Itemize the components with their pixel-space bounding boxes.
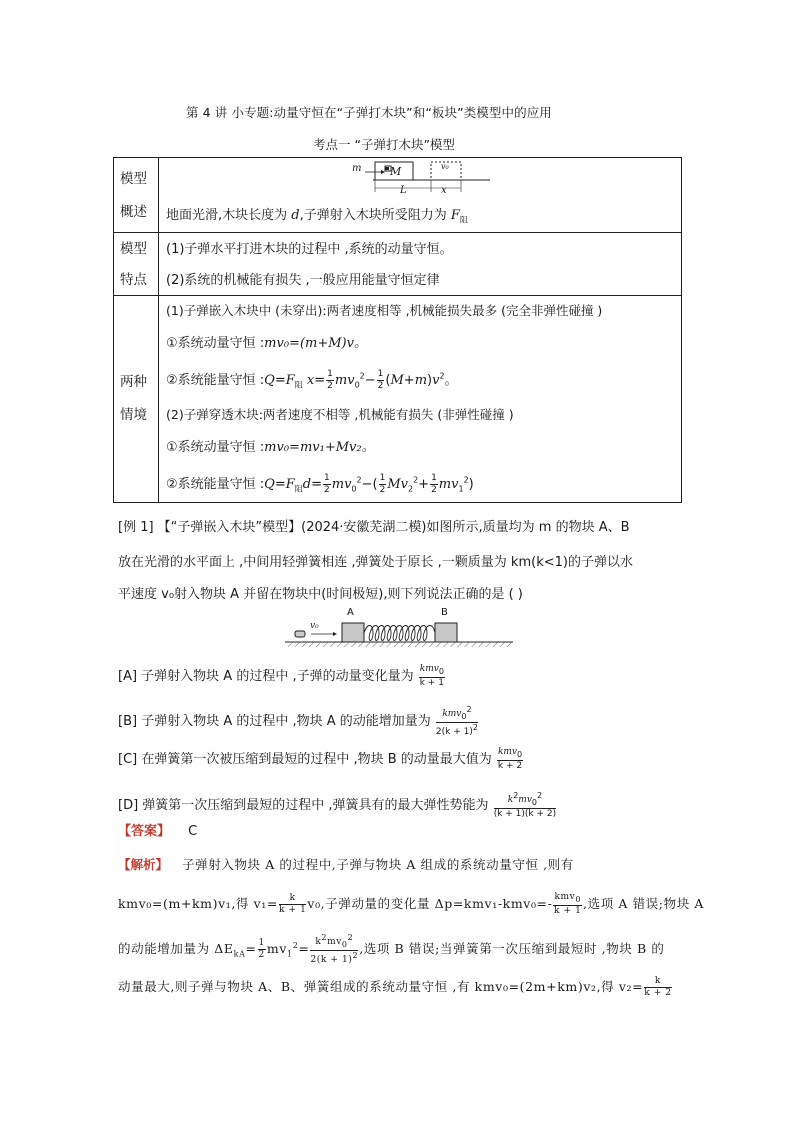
row3-line3: ②系统能量守恒 $:Q=F_阻$ x= $\frac{1}{2}$ $mv_0^2-$ $\frac{1}{2}$ $(M+m)v^2$。 bbox=[166, 369, 458, 391]
analysis-line1 bbox=[118, 859, 574, 872]
row3-line6-pre: ②系统能量守恒 : bbox=[166, 477, 265, 492]
block-b bbox=[435, 623, 457, 642]
option-c-text: [C] 在弹簧第一次被压缩到最短的过程中 ,物块 B 的动量最大值为 bbox=[118, 751, 496, 767]
analysis-text-1: 子弹射入物块 A 的过程中,子弹与物块 A 组成的系统动量守恒 ,则有 bbox=[182, 857, 574, 872]
row3-line3-pre: ②系统能量守恒 : bbox=[166, 373, 265, 388]
analysis-line4: 动量最大,则子弹与物块 A、B、弹簧组成的系统动量守恒 ,有 kmv₀=(2m+km)v₂,得 v₂= $\frac{k}{k + 2}$ bbox=[118, 976, 672, 998]
diagram-label-M: M bbox=[390, 165, 402, 178]
row3-momentum-eq: mv₀=(m+M)v。 bbox=[264, 336, 367, 351]
section-subtitle: 考点一 “子弹打木块”模型 bbox=[313, 137, 455, 152]
option-a: [A] 子弹射入物块 A 的过程中 ,子弹的动量变化量为 $\frac{kmv_0}{k + 1}$ bbox=[118, 664, 444, 688]
analysis-text-3b: ,选项 B 错误;当弹簧第一次压缩到最短时 ,物块 B 的 bbox=[359, 940, 665, 956]
figure-label-v0: v₀ bbox=[310, 621, 319, 631]
diagram-label-v0: v₀ bbox=[441, 162, 449, 171]
answer-line bbox=[118, 825, 197, 838]
row1-var-d: d bbox=[291, 208, 300, 223]
bullet-shape bbox=[295, 631, 305, 637]
spring-coil bbox=[364, 626, 435, 641]
row3-line5 bbox=[166, 441, 375, 454]
row2-line2: (2)系统的机械能有损失 ,一般应用能量守恒定律 bbox=[166, 273, 440, 288]
row2-label-line2: 特点 bbox=[120, 272, 147, 288]
row1-label-line1: 模型 bbox=[120, 171, 147, 187]
analysis-text-2a: kmv₀=(m+km)v₁,得 v₁= bbox=[118, 895, 278, 911]
analysis-text-4a: 动量最大,则子弹与物块 A、B、弹簧组成的系统动量守恒 ,有 kmv₀=(2m+km)v₂,得 v₂= bbox=[118, 979, 644, 994]
example-line2: 放在光滑的水平面上 ,中间用轻弹簧相连 ,弹簧处于原长 ,一颗质量为 km(k<1)的子弹以水 bbox=[118, 555, 633, 570]
row3-line5-pre: ①系统动量守恒 : bbox=[166, 440, 265, 455]
answer-value: C bbox=[188, 824, 198, 839]
row3-label-line2: 情境 bbox=[120, 407, 147, 423]
analysis-line2: kmv₀=(m+km)v₁,得 v₁= $\frac{k}{k + 1}$ v₀,子弹动量的变化量 Δp=kmv₁-kmv₀=- $\frac{kmv_0}{k + 1}$ ,选项 A 错误;物块 A bbox=[118, 892, 704, 916]
row2-label-line1: 模型 bbox=[120, 241, 147, 257]
row1-label-line2: 概述 bbox=[120, 204, 147, 220]
row3-line2 bbox=[166, 337, 367, 350]
row3-label-line1: 两种 bbox=[120, 374, 147, 390]
figure-label-a: A bbox=[347, 607, 354, 618]
row3-line6: ②系统能量守恒 $:Q=F_阻d=$ $\frac{1}{2}$ $mv_0^2-$( $\frac{1}{2}$ $Mv_2^2+$ $\frac{1}{2}$ $mv_1^2$) bbox=[166, 473, 474, 495]
analysis-line3: 的动能增加量为 $\Delta E_{kA}=$ $\frac{1}{2}$ $mv_1^2=$ $\frac{k^2mv_0^2}{2(k + 1)^2}$ ,选项 B 错误;当弹簧第一次压缩到最短时 ,物块 B 的 bbox=[118, 933, 665, 965]
row2-line1: (1)子弹水平打进木块的过程中 ,系统的动量守恒。 bbox=[166, 242, 453, 257]
answer-tag: 【答案】 bbox=[118, 824, 171, 839]
block-a bbox=[342, 623, 364, 642]
row3-line4: (2)子弹穿透木块:两者速度不相等 ,机械能有损失 (非弹性碰撞 ) bbox=[166, 407, 514, 422]
row3-line2-pre: ①系统动量守恒 : bbox=[166, 336, 265, 351]
lecture-title: 第 4 讲 小专题:动量守恒在“子弹打木块”和“板块”类模型中的应用 bbox=[186, 105, 552, 120]
spring-blocks-figure bbox=[285, 607, 515, 649]
diagram-label-L: L bbox=[400, 185, 407, 196]
bullet-block-diagram bbox=[345, 158, 495, 200]
diagram-label-x: x bbox=[441, 185, 447, 196]
analysis-tag: 【解析】 bbox=[118, 857, 169, 872]
option-b-text: [B] 子弹射入物块 A 的过程中 ,物块 A 的动能增加量为 bbox=[118, 713, 435, 729]
row1-sub-resist: 阻 bbox=[459, 215, 468, 225]
row1-var-F: F bbox=[450, 208, 460, 223]
analysis-text-3a: 的动能增加量为 ΔE bbox=[118, 940, 234, 956]
row3-momentum-eq2: mv₀=mv₁+Mv₂。 bbox=[264, 440, 375, 455]
row1-text-b: ,子弹射入木块所受阻力为 bbox=[299, 208, 451, 223]
row3-line1: (1)子弹嵌入木块中 (未穿出):两者速度相等 ,机械能损失最多 (完全非弹性碰撞 ) bbox=[166, 303, 603, 318]
row1-description bbox=[166, 209, 468, 225]
option-c: [C] 在弹簧第一次被压缩到最短的过程中 ,物块 B 的动量最大值为 $\frac{kmv_0}{k + 2}$ bbox=[118, 747, 523, 771]
example-line1: [例 1] 【“子弹嵌入木块”模型】(2024·安徽芜湖二模)如图所示,质量均为 m 的物块 A、B bbox=[118, 520, 630, 535]
diagram-label-m: m bbox=[352, 163, 362, 174]
option-b: [B] 子弹射入物块 A 的过程中 ,物块 A 的动能增加量为 $\frac{kmv_0^2}{2(k + 1)^2}$ bbox=[118, 705, 478, 737]
example-line3: 平速度 v₀射入物块 A 并留在物块中(时间极短),则下列说法正确的是 ( ) bbox=[118, 587, 523, 602]
figure-label-b: B bbox=[441, 607, 448, 618]
row1-text-a: 地面光滑,木块长度为 bbox=[166, 208, 292, 223]
option-a-text: [A] 子弹射入物块 A 的过程中 ,子弹的动量变化量为 bbox=[118, 668, 418, 684]
analysis-text-2b: v₀,子弹动量的变化量 Δp=kmv₁-kmv₀=- bbox=[307, 895, 553, 911]
option-d: [D] 弹簧第一次压缩到最短的过程中 ,弹簧具有的最大弹性势能为 $\frac{k^2mv_0^2}{(k + 1)(k + 2)}$ bbox=[118, 791, 557, 819]
analysis-text-2c: ,选项 A 错误;物块 A bbox=[583, 895, 704, 911]
option-d-text: [D] 弹簧第一次压缩到最短的过程中 ,弹簧具有的最大弹性势能为 bbox=[118, 797, 493, 813]
